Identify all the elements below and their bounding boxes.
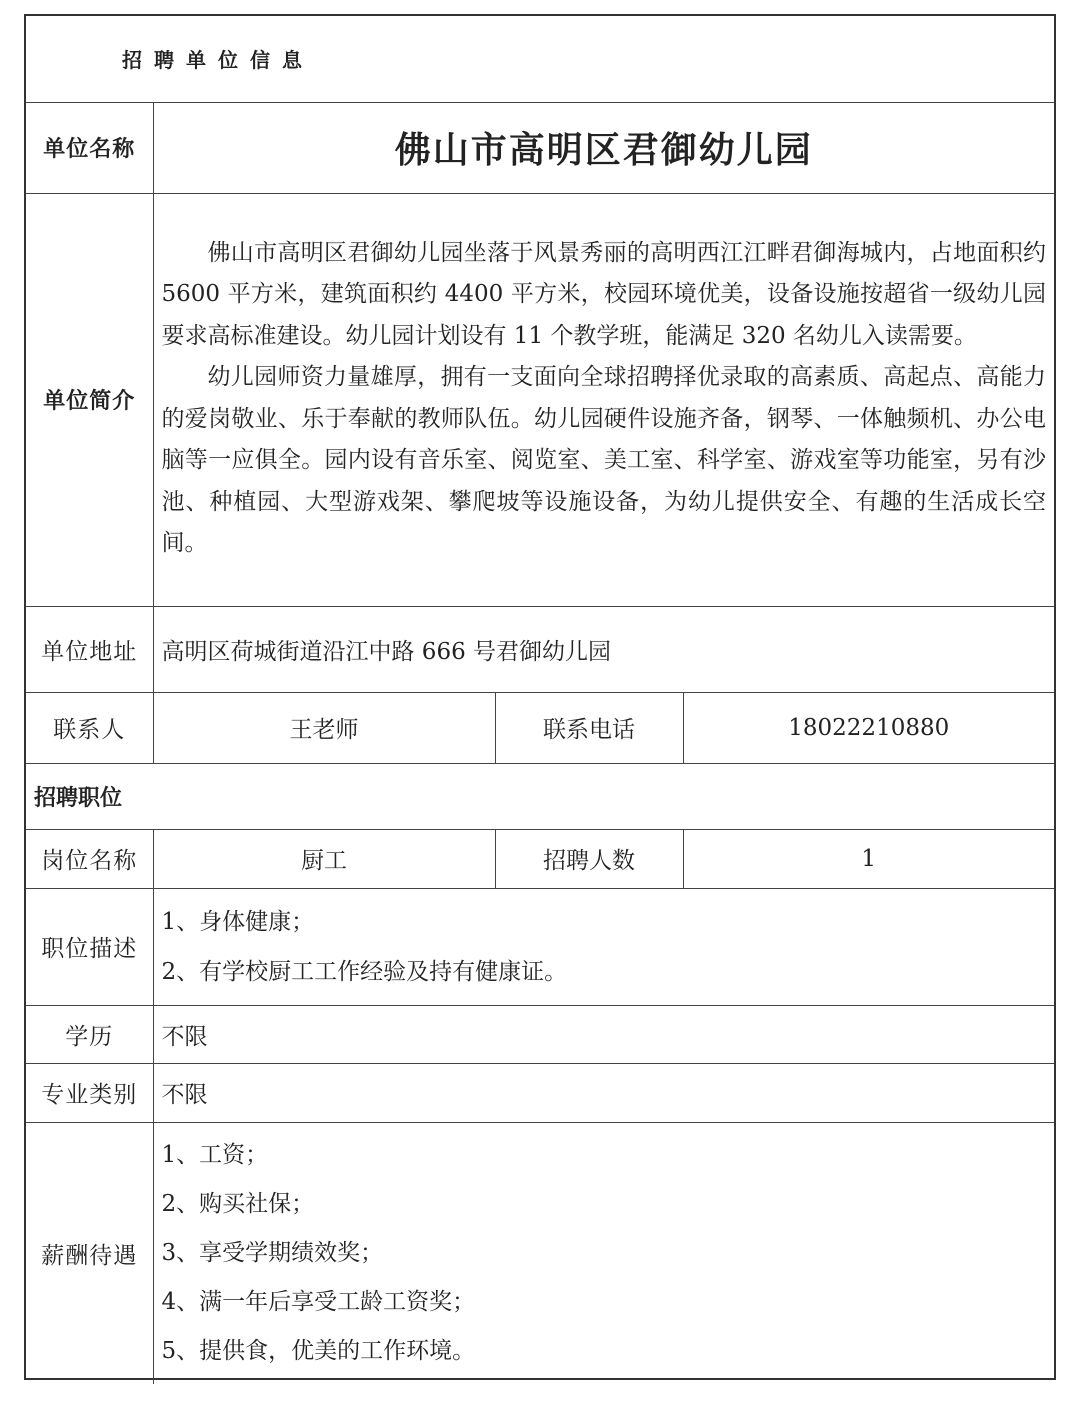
unit-address-row	[26, 606, 1054, 692]
recruitment-table	[26, 16, 1054, 1384]
edu-value: 不限	[153, 1005, 1054, 1063]
unit-intro-label: 单位简介	[26, 193, 153, 606]
recruitment-form	[24, 14, 1056, 1380]
header-row	[26, 16, 1054, 102]
unit-intro	[153, 193, 1054, 606]
benefit-list	[153, 1122, 1054, 1384]
major-label: 专业类别	[26, 1063, 153, 1122]
contact-name: 王老师	[153, 692, 495, 763]
positions-section-title: 招聘职位	[26, 763, 1054, 829]
desc-item: 1、身体健康；	[161, 908, 315, 935]
intro-paragraph-2: 幼儿园师资力量雄厚，拥有一支面向全球招聘择优录取的高素质、高起点、高能力的爱岗敬业、乐于奉献的教师队伍。幼儿园硬件设施齐备，钢琴、一体触频机、办公电脑等一应俱全。园内设有音乐室、阅览室、美工室、科学室、游戏室等功能室，另有沙池、种植园、大型游戏架、攀爬坡等设施设备，为幼儿提供安全、有趣的生活成长空间。	[161, 364, 1046, 556]
unit-name-row	[26, 102, 1054, 193]
edu-row	[26, 1005, 1054, 1063]
phone-label: 联系电话	[495, 692, 683, 763]
desc-label: 职位描述	[26, 888, 153, 1005]
post-row	[26, 829, 1054, 888]
desc-row	[26, 888, 1054, 1005]
post-label: 岗位名称	[26, 829, 153, 888]
benefit-item: 1、工资；	[161, 1141, 269, 1168]
contact-row	[26, 692, 1054, 763]
benefit-item: 5、提供食，优美的工作环境。	[161, 1337, 476, 1364]
count-label: 招聘人数	[495, 829, 683, 888]
benefit-row	[26, 1122, 1054, 1384]
post-name: 厨工	[153, 829, 495, 888]
benefit-item: 3、享受学期绩效奖；	[161, 1239, 384, 1266]
desc-list	[153, 888, 1054, 1005]
unit-name: 佛山市高明区君御幼儿园	[153, 102, 1054, 193]
phone-number: 18022210880	[683, 692, 1054, 763]
unit-address: 高明区荷城街道沿江中路 666 号君御幼儿园	[153, 606, 1054, 692]
major-row	[26, 1063, 1054, 1122]
contact-label: 联系人	[26, 692, 153, 763]
edu-label: 学历	[26, 1005, 153, 1063]
benefit-label: 薪酬待遇	[26, 1122, 153, 1384]
unit-address-label: 单位地址	[26, 606, 153, 692]
unit-intro-row	[26, 193, 1054, 606]
benefit-item: 2、购买社保；	[161, 1190, 315, 1217]
intro-paragraph-1: 佛山市高明区君御幼儿园坐落于风景秀丽的高明西江江畔君御海城内，占地面积约 5600 平方米，建筑面积约 4400 平方米，校园环境优美，设备设施按超省一级幼儿园要求高标准建设。幼儿园计划设有 11 个教学班，能满足 320 名幼儿入读需要。	[161, 239, 1046, 349]
major-value: 不限	[153, 1063, 1054, 1122]
count-value: 1	[683, 829, 1054, 888]
positions-section-row	[26, 763, 1054, 829]
unit-name-label: 单位名称	[26, 102, 153, 193]
form-header-title: 招聘单位信息	[26, 16, 1054, 102]
desc-item: 2、有学校厨工工作经验及持有健康证。	[161, 958, 568, 985]
benefit-item: 4、满一年后享受工龄工资奖；	[161, 1288, 476, 1315]
